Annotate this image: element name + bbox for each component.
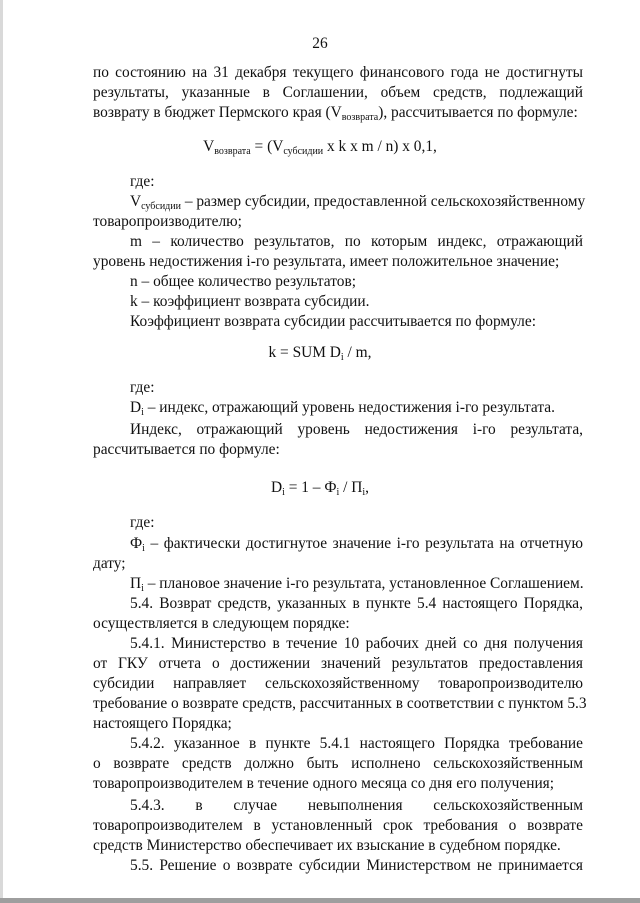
- s543-line3: средств Министерство обеспечивает их взыскание в судебном порядке.: [93, 837, 561, 854]
- def-v-line1: [130, 192, 586, 212]
- def-f-text: – фактически достигнутое значение i-го результата на отчетную: [144, 535, 583, 552]
- index-intro-line2: рассчитывается по формуле:: [93, 441, 280, 458]
- s542-line3: товаропроизводителем в течение одного месяца со дня его получения;: [93, 775, 555, 792]
- f2-sub: i: [340, 352, 344, 363]
- f3-end: ,: [365, 479, 370, 496]
- f3-sub1: i: [282, 487, 285, 498]
- f3-slash: / П: [339, 479, 363, 496]
- f3-d: D: [270, 479, 283, 496]
- def-v-sub: субсидии: [141, 201, 181, 212]
- where-3: где:: [130, 514, 155, 531]
- f3-sub2: i: [336, 487, 340, 498]
- page-number: 26: [312, 35, 328, 52]
- def-m-line2: уровень недостижения i-го результата, имеет положительное значение;: [93, 253, 560, 270]
- s54-line1: 5.4. Возврат средств, указанных в пункте 5.4 настоящего Порядка,: [130, 595, 583, 612]
- def-v-text: – размер субсидии, предоставленной сельскохозяйственному: [180, 193, 586, 210]
- def-f-sub: i: [142, 543, 145, 554]
- def-d-sub: i: [141, 407, 144, 418]
- p1-line3-pre: возврату в бюджет Пермского края (V: [93, 104, 342, 121]
- index-intro-line1: Индекс, отражающий уровень недостижения i-го результата,: [130, 421, 583, 438]
- s542-line1: 5.4.2. указанное в пункте 5.4.1 настоящего Порядка требование: [130, 735, 583, 752]
- s55-line1: 5.5. Решение о возврате субсидии Министерством не принимается: [130, 857, 583, 874]
- s541-line2: от ГКУ отчета о достижении значений результатов предоставления: [93, 655, 583, 672]
- def-p: [130, 574, 583, 594]
- def-k: k – коэффициент возврата субсидии.: [130, 293, 370, 310]
- f3-sub3: i: [362, 487, 366, 498]
- where-2: где:: [130, 379, 155, 396]
- def-f-symbol: Ф: [130, 535, 143, 552]
- scan-edge-left: [0, 0, 3, 903]
- def-p-sub: i: [141, 583, 144, 594]
- formula-v-vozvrata: [0, 137, 640, 157]
- def-d-symbol: D: [130, 399, 142, 416]
- formula-k: [0, 343, 640, 363]
- f1-v: V: [203, 138, 215, 155]
- def-n: n – общее количество результатов;: [130, 273, 357, 290]
- def-f-line2: дату;: [93, 555, 126, 572]
- s541-line3: субсидии направляет сельскохозяйственному товаропроизводителю: [93, 675, 583, 692]
- formula-d: [0, 478, 640, 498]
- p1-line2: результаты, указанные в Соглашении, объем средств, подлежащий: [93, 84, 583, 101]
- s543-line1: 5.4.3. в случае невыполнения сельскохозяйственным: [130, 797, 583, 814]
- f1-sub1: возврата: [214, 146, 251, 157]
- def-f-line1: [130, 534, 583, 554]
- p1-line3-sub: возврата: [341, 112, 379, 123]
- f2-pre: k = SUM D: [268, 344, 341, 361]
- def-p-symbol: П: [130, 575, 142, 592]
- p1-line3-post: ), рассчитывается по формуле:: [378, 104, 578, 121]
- f1-eq: = (V: [250, 138, 284, 155]
- where-1: где:: [130, 173, 155, 190]
- f1-rest: x k x m / n) x 0,1,: [323, 138, 437, 155]
- f2-post: / m,: [343, 344, 372, 361]
- s543-line2: товаропроизводителем в установленный срок требования о возврате: [93, 817, 583, 834]
- s542-line2: о возврате средств должно быть исполнено сельскохозяйственным: [93, 755, 583, 772]
- p1-line1: по состоянию на 31 декабря текущего финансового года не достигнуты: [93, 64, 583, 81]
- s54-line2: осуществляется в следующем порядке:: [93, 615, 350, 632]
- p1-line3: [93, 103, 583, 123]
- s541-line5: настоящего Порядка;: [93, 715, 232, 732]
- s541-line4: требование о возврате средств, рассчитанных в соответствии с пунктом 5.3: [93, 695, 587, 712]
- def-p-text: – плановое значение i-го результата, установленное Соглашением.: [143, 575, 584, 592]
- f1-sub2: субсидии: [283, 146, 324, 157]
- def-m-line1: m – количество результатов, по которым индекс, отражающий: [130, 233, 583, 250]
- scan-edge-bottom: [0, 898, 640, 903]
- f3-mid: = 1 – Ф: [284, 479, 337, 496]
- coef-intro: Коэффициент возврата субсидии рассчитывается по формуле:: [130, 313, 536, 330]
- def-v-line2: товаропроизводителю;: [93, 213, 242, 230]
- def-d-text: – индекс, отражающий уровень недостижения i-го результата.: [143, 399, 555, 416]
- def-d: [130, 398, 583, 418]
- s541-line1: 5.4.1. Министерство в течение 10 рабочих дней со дня получения: [130, 635, 583, 652]
- def-v-symbol: V: [130, 193, 142, 210]
